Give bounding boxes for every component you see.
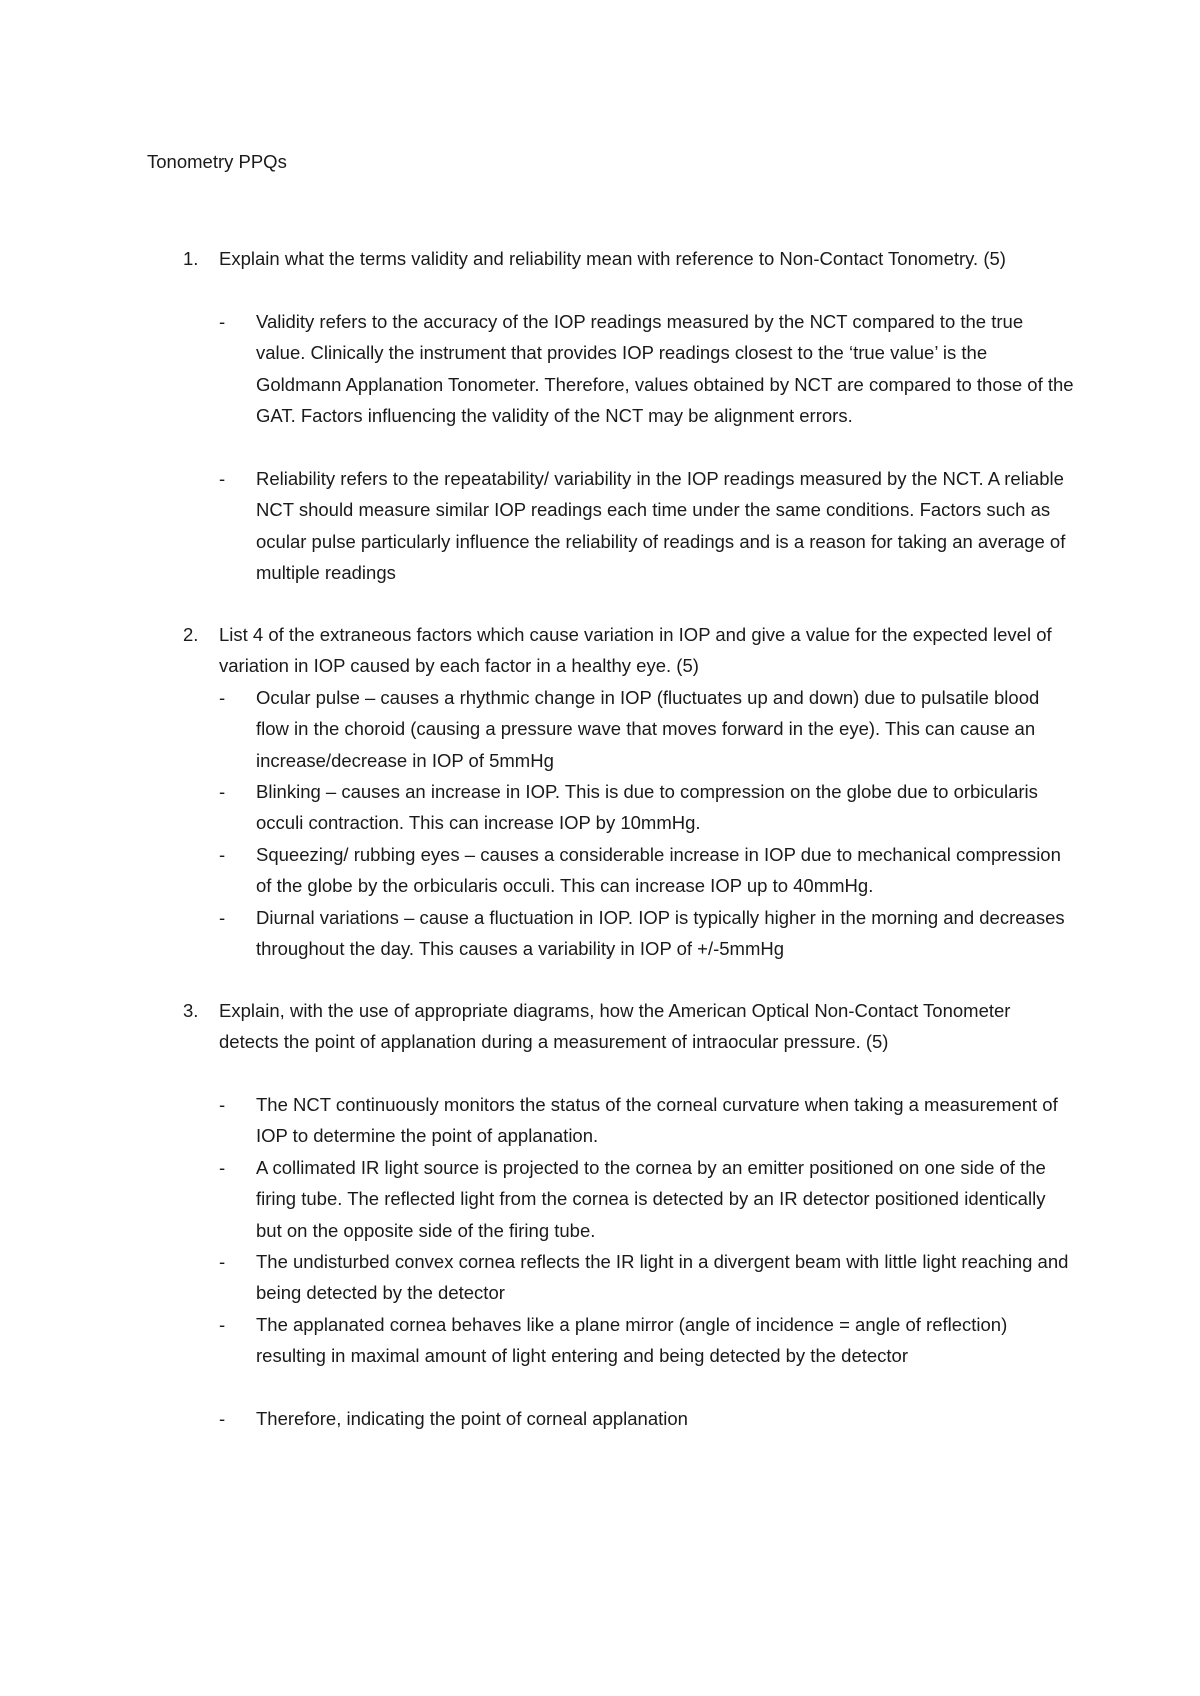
bullet-marker: -: [219, 781, 226, 802]
bullet-text: The NCT continuously monitors the status of the corneal curvature when taking a measurement of IOP to determine the point of applanation.: [256, 1094, 1058, 1147]
bullet-marker: -: [219, 844, 226, 865]
question-text: List 4 of the extraneous factors which cause variation in IOP and give a value for the expected level of variation in IOP caused by each factor in a healthy eye. (5): [219, 624, 1052, 677]
bullet-marker: -: [219, 1094, 226, 1115]
bullet-marker: -: [219, 1251, 226, 1272]
question-number: 2.: [183, 624, 199, 645]
question-text: Explain what the terms validity and reliability mean with reference to Non-Contact Tonometry. (5): [219, 248, 1006, 269]
bullet-marker: -: [219, 468, 226, 489]
question-number: 1.: [183, 248, 199, 269]
bullet-text: Blinking – causes an increase in IOP. This is due to compression on the globe due to orbicularis occuli contraction. This can increase IOP by 10mmHg.: [256, 781, 1038, 834]
bullet-text: The undisturbed convex cornea reflects the IR light in a divergent beam with little light reaching and being detected by the detector: [256, 1251, 1069, 1304]
bullet-text: A collimated IR light source is projected to the cornea by an emitter positioned on one side of the firing tube. The reflected light from the cornea is detected by an IR detector positioned identically but on the opposite side of the firing tube.: [256, 1157, 1046, 1241]
bullet-text: Validity refers to the accuracy of the IOP readings measured by the NCT compared to the true value. Clinically the instrument that provides IOP readings closest to the ‘true value’ is the Goldmann Applanation Tonometer. Therefore, values obtained by NCT are compared to those of the GAT. Factors influencing the validity of the NCT may be alignment errors.: [256, 311, 1074, 427]
bullet-text: Diurnal variations – cause a fluctuation in IOP. IOP is typically higher in the morning and decreases throughout the day. This causes a variability in IOP of +/-5mmHg: [256, 907, 1065, 960]
document-title: Tonometry PPQs: [147, 151, 287, 172]
question-text: Explain, with the use of appropriate diagrams, how the American Optical Non-Contact Tonometer detects the point of applanation during a measurement of intraocular pressure. (5): [219, 1000, 1011, 1053]
bullet-marker: -: [219, 311, 226, 332]
bullet-text: Therefore, indicating the point of corneal applanation: [256, 1408, 688, 1429]
bullet-marker: -: [219, 1314, 226, 1335]
question-number: 3.: [183, 1000, 199, 1021]
bullet-marker: -: [219, 907, 226, 928]
bullet-marker: -: [219, 1157, 226, 1178]
bullet-text: Reliability refers to the repeatability/ variability in the IOP readings measured by the NCT. A reliable NCT should measure similar IOP readings each time under the same conditions. Factors such as ocular pulse particularly influence the reliability of readings and is a reason for taking an average of multiple readings: [256, 468, 1066, 584]
bullet-marker: -: [219, 1408, 226, 1429]
bullet-text: The applanated cornea behaves like a plane mirror (angle of incidence = angle of reflection) resulting in maximal amount of light entering and being detected by the detector: [256, 1314, 1008, 1367]
bullet-text: Squeezing/ rubbing eyes – causes a considerable increase in IOP due to mechanical compression of the globe by the orbicularis occuli. This can increase IOP up to 40mmHg.: [256, 844, 1061, 897]
bullet-text: Ocular pulse – causes a rhythmic change in IOP (fluctuates up and down) due to pulsatile blood flow in the choroid (causing a pressure wave that moves forward in the eye). This can cause an increase/decrease in IOP of 5mmHg: [256, 687, 1040, 771]
bullet-marker: -: [219, 687, 226, 708]
